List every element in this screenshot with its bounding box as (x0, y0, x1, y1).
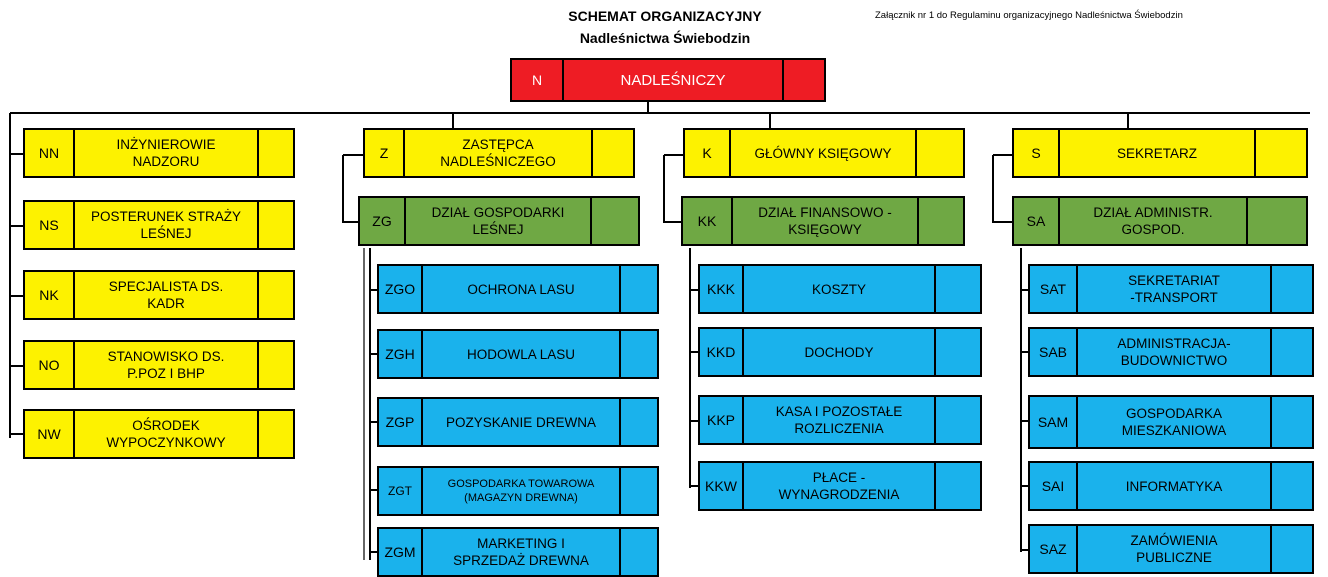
box-name: GOSPODARKA TOWAROWA (MAGAZYN DREWNA) (423, 468, 621, 514)
unit-box-zgt (377, 466, 659, 516)
box-extra (936, 329, 980, 375)
unit-box-sam (1028, 395, 1314, 449)
unit-box-nn (23, 128, 295, 178)
box-extra (593, 130, 633, 176)
box-code: K (685, 130, 731, 176)
box-name: SEKRETARIAT -TRANSPORT (1078, 266, 1272, 312)
box-extra (259, 272, 293, 318)
unit-box-zgo (377, 264, 659, 314)
unit-box-nw (23, 409, 295, 459)
chart-title: SCHEMAT ORGANIZACYJNY (568, 8, 762, 24)
box-code: KKP (700, 397, 744, 443)
box-name: DZIAŁ ADMINISTR. GOSPOD. (1060, 198, 1248, 244)
unit-box-sai (1028, 461, 1314, 511)
box-extra (936, 266, 980, 312)
box-code: SAI (1030, 463, 1078, 509)
box-extra (936, 463, 980, 509)
box-name: OCHRONA LASU (423, 266, 621, 312)
box-code: NO (25, 342, 75, 388)
unit-box-ns (23, 200, 295, 250)
box-extra (621, 399, 657, 445)
box-extra (1272, 526, 1312, 572)
box-code: NK (25, 272, 75, 318)
box-extra (1272, 266, 1312, 312)
unit-box-zgh (377, 329, 659, 379)
box-code: S (1014, 130, 1060, 176)
box-code: ZGH (379, 331, 423, 377)
box-name: GŁÓWNY KSIĘGOWY (731, 130, 917, 176)
box-code: SAZ (1030, 526, 1078, 572)
box-code: NW (25, 411, 75, 457)
unit-box-nk (23, 270, 295, 320)
box-extra (259, 411, 293, 457)
unit-box-kk (681, 196, 965, 246)
box-extra (259, 342, 293, 388)
box-extra (1248, 198, 1306, 244)
box-extra (592, 198, 638, 244)
box-code: SAM (1030, 397, 1078, 447)
box-code: KK (683, 198, 733, 244)
box-name: MARKETING I SPRZEDAŻ DREWNA (423, 529, 621, 575)
unit-box-kkp (698, 395, 982, 445)
unit-box-kkk (698, 264, 982, 314)
box-extra (1272, 397, 1312, 447)
box-name: HODOWLA LASU (423, 331, 621, 377)
box-name: KASA I POZOSTAŁE ROZLICZENIA (744, 397, 936, 443)
box-extra (917, 130, 963, 176)
unit-box-k (683, 128, 965, 178)
box-extra (259, 130, 293, 176)
box-name: INŻYNIEROWIE NADZORU (75, 130, 259, 176)
unit-box-z (363, 128, 635, 178)
box-code: ZG (360, 198, 406, 244)
box-code: SA (1014, 198, 1060, 244)
box-name: DZIAŁ FINANSOWO - KSIĘGOWY (733, 198, 919, 244)
box-name: GOSPODARKA MIESZKANIOWA (1078, 397, 1272, 447)
box-code: KKK (700, 266, 744, 312)
unit-box-no (23, 340, 295, 390)
box-extra (621, 468, 657, 514)
box-extra (919, 198, 963, 244)
box-name: DZIAŁ GOSPODARKI LEŚNEJ (406, 198, 592, 244)
chart-subtitle: Nadleśnictwa Świebodzin (579, 30, 751, 46)
box-extra (259, 202, 293, 248)
box-extra (621, 529, 657, 575)
box-extra (621, 331, 657, 377)
box-name: POZYSKANIE DREWNA (423, 399, 621, 445)
box-name: POSTERUNEK STRAŻY LEŚNEJ (75, 202, 259, 248)
box-name: SEKRETARZ (1060, 130, 1256, 176)
unit-box-sa (1012, 196, 1308, 246)
box-name: ZASTĘPCA NADLEŚNICZEGO (405, 130, 593, 176)
box-name: OŚRODEK WYPOCZYNKOWY (75, 411, 259, 457)
box-code: ZGT (379, 468, 423, 514)
box-code: ZGO (379, 266, 423, 312)
box-name: PŁACE - WYNAGRODZENIA (744, 463, 936, 509)
box-name: STANOWISKO DS. P.POZ I BHP (75, 342, 259, 388)
box-code: SAB (1030, 329, 1078, 375)
unit-box-sab (1028, 327, 1314, 377)
unit-box-zgp (377, 397, 659, 447)
box-name: ADMINISTRACJA- BUDOWNICTWO (1078, 329, 1272, 375)
box-name: NADLEŚNICZY (564, 60, 784, 100)
box-extra (1256, 130, 1306, 176)
unit-box-zgm (377, 527, 659, 577)
box-code: NS (25, 202, 75, 248)
box-extra (621, 266, 657, 312)
unit-box-zg (358, 196, 640, 246)
unit-box-saz (1028, 524, 1314, 574)
unit-box-s (1012, 128, 1308, 178)
unit-box-kkd (698, 327, 982, 377)
box-code: SAT (1030, 266, 1078, 312)
box-name: SPECJALISTA DS. KADR (75, 272, 259, 318)
box-code: KKD (700, 329, 744, 375)
box-code: ZGM (379, 529, 423, 575)
box-extra (936, 397, 980, 443)
box-name: INFORMATYKA (1078, 463, 1272, 509)
box-name: ZAMÓWIENIA PUBLICZNE (1078, 526, 1272, 572)
box-code: N (512, 60, 564, 100)
annex-note: Załącznik nr 1 do Regulaminu organizacyjnego Nadleśnictwa Świebodzin (875, 10, 1183, 21)
box-code: KKW (700, 463, 744, 509)
box-name: DOCHODY (744, 329, 936, 375)
box-extra (1272, 463, 1312, 509)
box-code: NN (25, 130, 75, 176)
unit-box-sat (1028, 264, 1314, 314)
unit-box-kkw (698, 461, 982, 511)
box-extra (784, 60, 824, 100)
director-box (510, 58, 826, 102)
box-code: ZGP (379, 399, 423, 445)
box-name: KOSZTY (744, 266, 936, 312)
box-extra (1272, 329, 1312, 375)
box-code: Z (365, 130, 405, 176)
